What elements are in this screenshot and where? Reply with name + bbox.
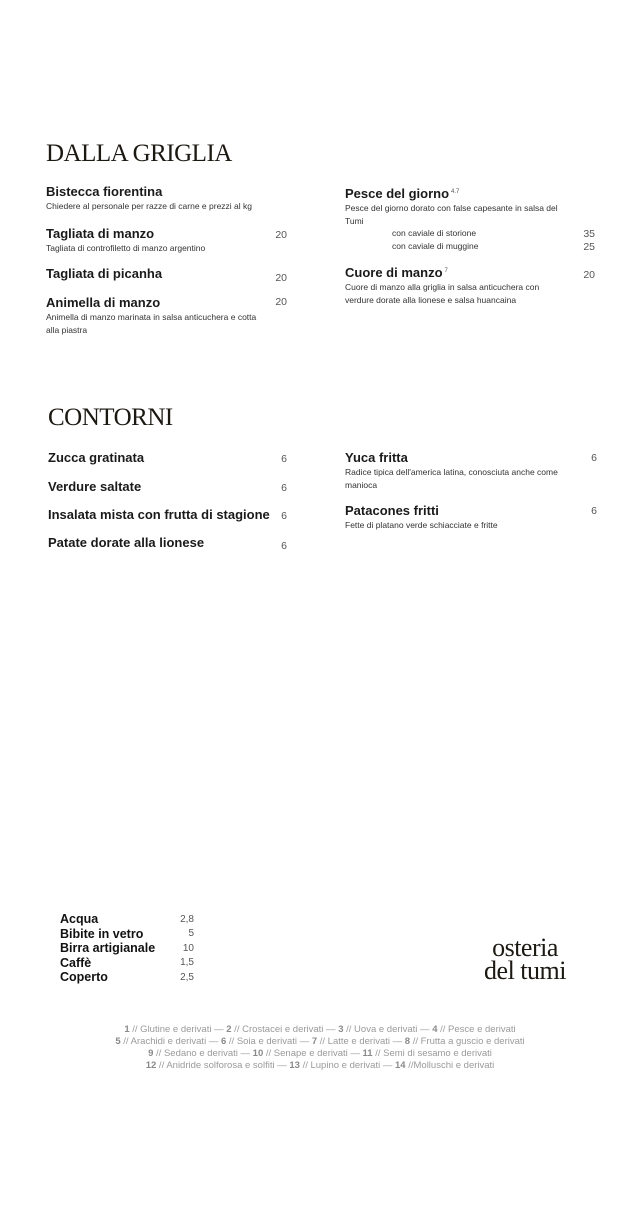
drink-name: Caffè xyxy=(60,955,92,970)
item-description: Chiedere al personale per razze di carne e prezzi al kg xyxy=(46,201,253,211)
option-price: 35 xyxy=(583,228,595,240)
item-price: 6 xyxy=(281,540,287,552)
logo-line-2: del tumi xyxy=(484,956,566,985)
drink-name: Bibite in vetro xyxy=(60,926,144,941)
item-name: Insalata mista con frutta di stagione xyxy=(48,507,270,522)
item-price: 20 xyxy=(275,229,287,241)
allergen-line: 12 // Anidride solforosa e solfiti — 13 // Lupino e derivati — 14 //Molluschi e derivati xyxy=(145,1060,495,1071)
item-name: Patacones fritti xyxy=(345,503,439,518)
drink-price: 2,5 xyxy=(180,971,194,983)
drink-row xyxy=(60,956,194,971)
drink-row xyxy=(60,970,194,985)
drink-price: 10 xyxy=(182,942,194,954)
menu-item-tagliata-manzo xyxy=(46,226,266,255)
drink-row xyxy=(60,912,194,927)
drink-price: 2,8 xyxy=(180,913,194,925)
drink-name: Birra artigianale xyxy=(60,941,156,956)
item-price: 6 xyxy=(281,482,287,494)
item-price: 20 xyxy=(275,272,287,284)
drink-row xyxy=(60,927,194,942)
menu-item-cuore xyxy=(345,265,565,307)
option-label: con caviale di muggine xyxy=(392,241,479,251)
logo-line-1: osteria xyxy=(492,933,558,962)
restaurant-logo xyxy=(470,933,580,985)
menu-item-patacones xyxy=(345,503,560,532)
drink-price: 1,5 xyxy=(180,957,194,969)
drink-name: Acqua xyxy=(60,912,99,927)
drink-row xyxy=(60,941,194,956)
menu-item-picanha xyxy=(46,266,266,281)
item-price: 20 xyxy=(275,296,287,308)
item-name: Pesce del giorno $^{4.7}$ xyxy=(345,186,460,201)
item-name: Animella di manzo xyxy=(46,295,161,310)
item-name: Patate dorate alla lionese xyxy=(48,535,205,550)
item-name: Bistecca fiorentina xyxy=(46,184,163,199)
drink-name: Coperto xyxy=(60,970,108,985)
item-price: 6 xyxy=(281,453,287,465)
drinks-list xyxy=(60,912,194,985)
allergen-line: 9 // Sedano e derivati — 10 // Senape e derivati — 11 // Semi di sesamo e derivati xyxy=(148,1048,492,1059)
allergen-codes: 7 xyxy=(444,267,448,274)
allergen-line: 5 // Arachidi e derivati — 6 // Soia e derivati — 7 // Latte e derivati — 8 // Frutta a guscio e derivati xyxy=(115,1036,525,1047)
option-price: 25 xyxy=(583,241,595,253)
item-name: Zucca gratinata xyxy=(48,450,145,465)
drink-price: 5 xyxy=(188,928,194,940)
menu-item-insalata xyxy=(48,507,270,522)
item-price: 6 xyxy=(281,510,287,522)
menu-item-verdure xyxy=(48,479,141,494)
menu-item-animella xyxy=(46,295,261,337)
item-description: Tagliata di controfiletto di manzo argentino xyxy=(46,243,206,253)
item-price: 20 xyxy=(583,269,595,281)
item-price: 6 xyxy=(591,452,597,464)
menu-item-zucca xyxy=(48,450,144,465)
menu-item-pesce xyxy=(345,186,570,228)
allergen-codes: 4.7 xyxy=(451,188,460,195)
menu-item-patate xyxy=(48,535,204,550)
section-title-sides: CONTORNI xyxy=(48,404,173,431)
item-description: Cuore di manzo alla griglia in salsa anticuchera con verdure dorate alla lionese e salsa huancaina xyxy=(345,282,540,305)
item-description: Fette di platano verde schiacciate e fritte xyxy=(345,520,498,530)
option-label: con caviale di storione xyxy=(392,228,477,238)
item-name: Verdure saltate xyxy=(48,479,142,494)
menu-item-yuca xyxy=(345,450,560,492)
item-description: Pesce del giorno dorato con false capesante in salsa del Tumi xyxy=(345,203,558,226)
item-description: Radice tipica dell'america latina, conosciuta anche come manioca xyxy=(345,467,558,490)
item-name: Tagliata di manzo xyxy=(46,226,155,241)
section-title-grill: DALLA GRIGLIA xyxy=(46,140,232,167)
menu-item-bistecca xyxy=(46,184,306,213)
allergen-line: 1 // Glutine e derivati — 2 // Crostacei e derivati — 3 // Uova e derivati — 4 // Pesce e derivati xyxy=(124,1024,516,1035)
allergen-legend xyxy=(40,1024,600,1072)
item-name: Cuore di manzo $^7$ xyxy=(345,265,448,280)
item-name: Yuca fritta xyxy=(345,450,408,465)
item-price: 6 xyxy=(591,505,597,517)
item-name: Tagliata di picanha xyxy=(46,266,163,281)
item-description: Animella di manzo marinata in salsa anticuchera e cotta alla piastra xyxy=(46,312,257,335)
